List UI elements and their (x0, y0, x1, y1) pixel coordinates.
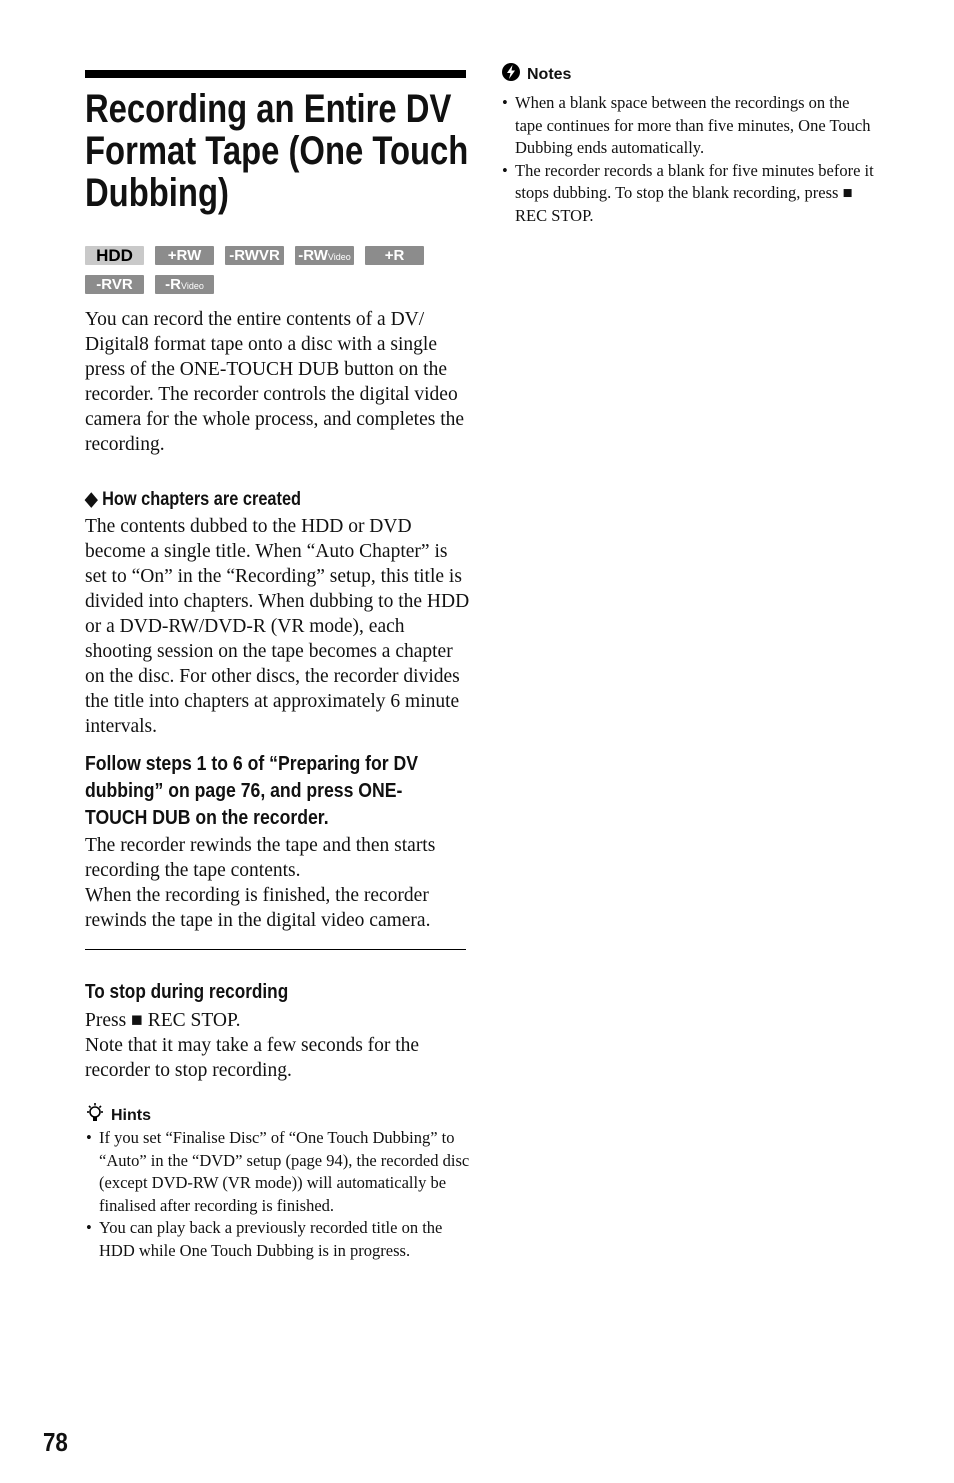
step-line-2: dubbing” on page 76, and press ONE- (85, 779, 403, 802)
badge-minus-rw-vr: -RWVR (225, 246, 284, 265)
stop-square-icon: ■ (131, 1010, 143, 1031)
stop-heading: To stop during recording (85, 981, 289, 1003)
stop-note: Note that it may take a few seconds for the recorder to stop recording. (85, 1035, 420, 1081)
list-item: • You can play back a previously recorded title on the HDD while One Touch Dubbing is in progress. (85, 1217, 470, 1262)
title-line-1: Recording an Entire DV (85, 87, 452, 131)
title-line-3: Dubbing) (85, 171, 229, 215)
hints-heading: Hints (85, 1103, 151, 1129)
chapters-heading: ◆ How chapters are created (85, 489, 302, 510)
badge-plus-rw: +RW (155, 246, 214, 265)
badge-minus-rw-video: -RWVideo (295, 246, 354, 265)
badge-hdd: HDD (85, 246, 144, 265)
stop-press-line: Press ■ REC STOP. (85, 1010, 241, 1031)
badge-plus-r: +R (365, 246, 424, 265)
notes-icon (501, 62, 521, 88)
diamond-bullet-icon: ◆ (85, 489, 98, 510)
lightbulb-icon (85, 1103, 105, 1129)
list-item: • If you set “Finalise Disc” of “One Touch Dubbing” to “Auto” in the “DVD” setup (page 94), the recorded disc (except DVD-RW (VR mode)) will automatically be finalised after recording is finished. (85, 1127, 470, 1217)
step-text-2: When the recording is finished, the recorder rewinds the tape in the digital video camera. (85, 885, 431, 931)
stop-square-icon: ■ (842, 183, 853, 202)
badge-minus-r-video: -RVideo (155, 275, 214, 294)
intro-paragraph: You can record the entire contents of a DV/ Digital8 format tape onto a disc with a single press of the ONE-TOUCH DUB button on the recorder. The recorder controls the digital video camera for the whole process, and completes the recording. (85, 309, 465, 455)
badge-minus-r-vr: -RVR (85, 275, 144, 294)
stop-description (85, 1008, 470, 1083)
hints-list (85, 1127, 470, 1262)
list-item: • When a blank space between the recordings on the tape continues for more than five minutes, One Touch Dubbing ends automatically. (501, 92, 881, 160)
title-line-2: Format Tape (One Touch (85, 129, 469, 173)
right-column (501, 62, 881, 227)
step-line-3: TOUCH DUB on the recorder. (85, 806, 329, 829)
list-item: • The recorder records a blank for five minutes before it stops dubbing. To stop the blank recording, press ■ REC STOP. (501, 160, 881, 228)
title-rule (85, 70, 466, 78)
page-title (85, 87, 469, 226)
page-number: 78 (43, 1427, 68, 1457)
step-text-1: The recorder rewinds the tape and then starts recording the tape contents. (85, 835, 436, 881)
notes-heading: Notes (501, 62, 881, 88)
step-line-1: Follow steps 1 to 6 of “Preparing for DV (85, 752, 419, 775)
step-description (85, 833, 470, 933)
left-column (85, 70, 470, 1260)
section-divider (85, 949, 466, 950)
chapters-paragraph: The contents dubbed to the HDD or DVD become a single title. When “Auto Chapter” is set to “On” in the “Recording” setup, this title is divided into chapters. When dubbing to the HDD or a DVD-RW/DVD-R (VR mode), each shooting session on the tape becomes a chapter on the disc. For other discs, the recorder divides the title into chapters at approximately 6 minute intervals. (85, 516, 470, 737)
notes-list (501, 92, 881, 227)
